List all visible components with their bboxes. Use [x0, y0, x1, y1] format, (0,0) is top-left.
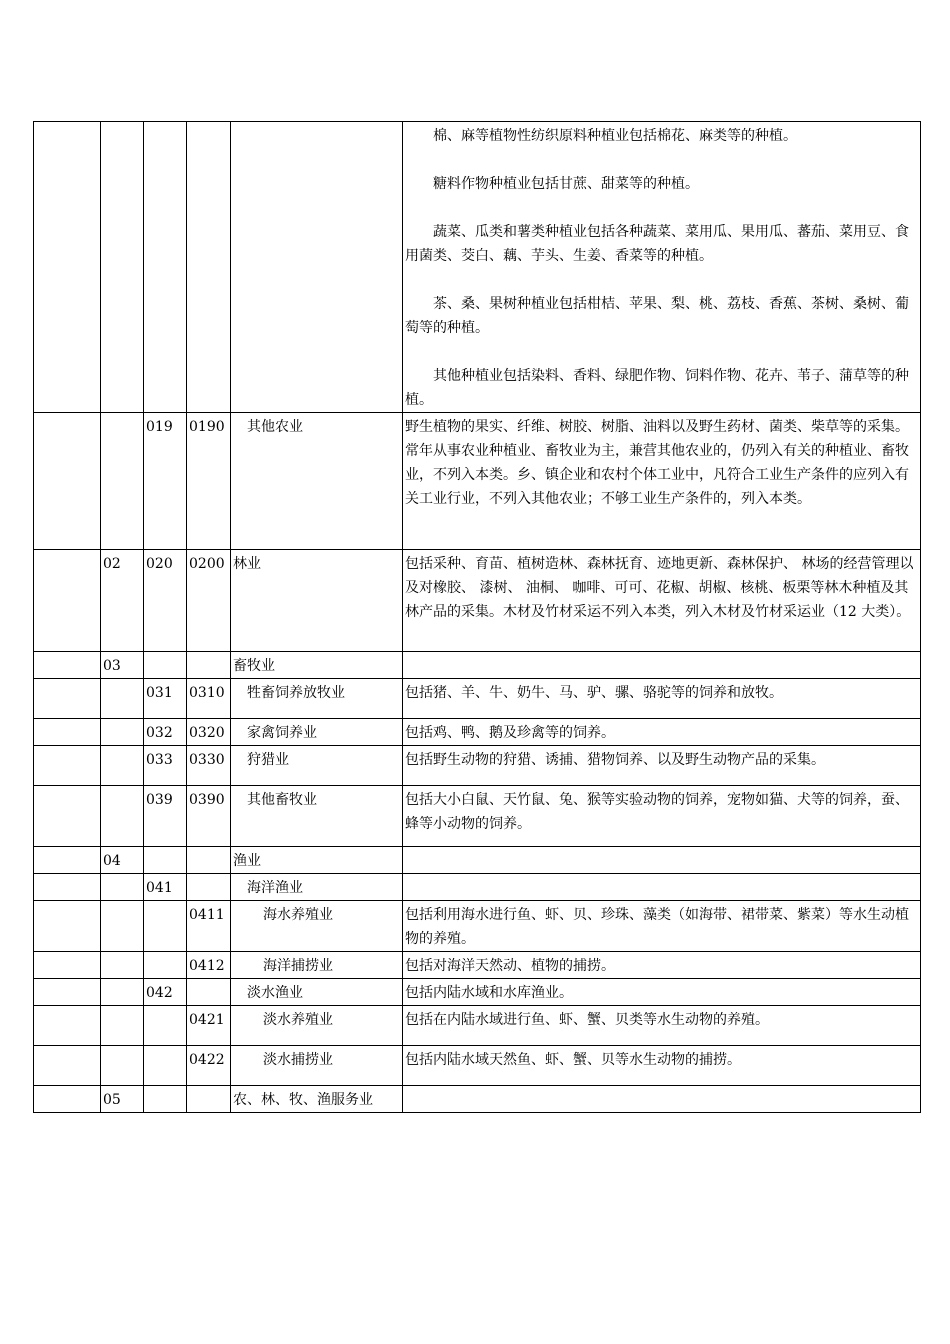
cell-col3: 020: [144, 550, 187, 652]
table-row: [34, 1006, 921, 1046]
cell-col1: [34, 413, 101, 550]
cell-col3: [144, 1046, 187, 1086]
cell-col1: [34, 874, 101, 901]
cell-col1: [34, 746, 101, 786]
cell-name: 海洋渔业: [231, 874, 403, 901]
cell-name: 渔业: [231, 847, 403, 874]
cell-description: 包括鸡、鸭、鹅及珍禽等的饲养。: [403, 719, 921, 746]
table-row: [34, 786, 921, 847]
cell-col1: [34, 1086, 101, 1113]
cell-col2: [101, 901, 144, 952]
cell-col3: [144, 1006, 187, 1046]
cell-col4: [187, 979, 231, 1006]
cell-name: 家禽饲养业: [231, 719, 403, 746]
cell-col4: 0422: [187, 1046, 231, 1086]
cell-col4: 0412: [187, 952, 231, 979]
cell-name: 林业: [231, 550, 403, 652]
cell-col3: 041: [144, 874, 187, 901]
table-row: [34, 122, 921, 413]
cell-description: 包括大小白鼠、天竹鼠、兔、猴等实验动物的饲养，宠物如猫、犬等的饲养，蚕、蜂等小动物的饲养。: [403, 786, 921, 847]
cell-description: [403, 1086, 921, 1113]
cell-col1: [34, 847, 101, 874]
cell-col2: [101, 122, 144, 413]
cell-col3: [144, 652, 187, 679]
table-row: [34, 847, 921, 874]
cell-description: 包括内陆水域天然鱼、虾、蟹、贝等水生动物的捕捞。: [403, 1046, 921, 1086]
cell-name: 淡水渔业: [231, 979, 403, 1006]
cell-description: 包括野生动物的狩猎、诱捕、猎物饲养、以及野生动物产品的采集。: [403, 746, 921, 786]
cell-col2: [101, 719, 144, 746]
cell-col4: 0310: [187, 679, 231, 719]
cell-col2: 02: [101, 550, 144, 652]
industry-classification-table: [33, 121, 921, 1113]
table-row: [34, 719, 921, 746]
table-row: [34, 979, 921, 1006]
cell-description: 包括内陆水域和水库渔业。: [403, 979, 921, 1006]
table-row: [34, 746, 921, 786]
table-row: [34, 1046, 921, 1086]
description-paragraph: 棉、麻等植物性纺织原料种植业包括棉花、麻类等的种植。: [433, 128, 797, 144]
cell-name: 其他畜牧业: [231, 786, 403, 847]
cell-col4: 0190: [187, 413, 231, 550]
cell-col4: [187, 122, 231, 413]
cell-col1: [34, 122, 101, 413]
cell-col4: [187, 847, 231, 874]
cell-col2: [101, 413, 144, 550]
cell-description: [403, 847, 921, 874]
cell-col2: [101, 1046, 144, 1086]
cell-name: 其他农业: [231, 413, 403, 550]
table-row: [34, 550, 921, 652]
cell-col1: [34, 786, 101, 847]
cell-col1: [34, 719, 101, 746]
cell-col2: 05: [101, 1086, 144, 1113]
cell-col2: [101, 1006, 144, 1046]
cell-col2: [101, 952, 144, 979]
cell-description: [403, 874, 921, 901]
cell-col2: [101, 979, 144, 1006]
cell-col1: [34, 1046, 101, 1086]
cell-col2: 03: [101, 652, 144, 679]
cell-col1: [34, 652, 101, 679]
description-paragraph: 糖料作物种植业包括甘蔗、甜菜等的种植。: [433, 176, 699, 192]
table-row: [34, 952, 921, 979]
description-paragraph: 茶、桑、果树种植业包括柑桔、苹果、梨、桃、荔枝、香蕉、茶树、桑树、葡萄等的种植。: [405, 296, 909, 336]
cell-col4: [187, 1086, 231, 1113]
cell-name: 农、林、牧、渔服务业: [231, 1086, 403, 1113]
cell-col4: 0330: [187, 746, 231, 786]
cell-description: 包括对海洋天然动、植物的捕捞。: [403, 952, 921, 979]
cell-col1: [34, 952, 101, 979]
cell-col3: 042: [144, 979, 187, 1006]
cell-name: 海洋捕捞业: [231, 952, 403, 979]
cell-col3: [144, 952, 187, 979]
cell-description: 包括猪、羊、牛、奶牛、马、驴、骡、骆驼等的饲养和放牧。: [403, 679, 921, 719]
cell-col1: [34, 679, 101, 719]
cell-col1: [34, 550, 101, 652]
cell-col3: 039: [144, 786, 187, 847]
cell-description: 包括利用海水进行鱼、虾、贝、珍珠、藻类（如海带、裙带菜、紫菜）等水生动植物的养殖。: [403, 901, 921, 952]
cell-col1: [34, 1006, 101, 1046]
cell-description: 包括采种、育苗、植树造林、森林抚育、迹地更新、森林保护、 林场的经营管理以及对橡胶、 漆树、 油桐、 咖啡、可可、花椒、胡椒、核桃、板栗等林木种植及其林产品的采集。木材及竹材采运不列入本类，列入木材及竹材采运业（12 大类）。: [403, 550, 921, 652]
cell-col1: [34, 979, 101, 1006]
cell-name: 牲畜饲养放牧业: [231, 679, 403, 719]
table-row: [34, 413, 921, 550]
cell-name: 海水养殖业: [231, 901, 403, 952]
cell-name: [231, 122, 403, 413]
description-paragraph: 其他种植业包括染料、香料、绿肥作物、饲料作物、花卉、苇子、蒲草等的种植。: [405, 368, 909, 408]
cell-name: 狩猎业: [231, 746, 403, 786]
cell-name: 淡水养殖业: [231, 1006, 403, 1046]
cell-col3: [144, 122, 187, 413]
cell-description: [403, 122, 921, 413]
table-row: [34, 901, 921, 952]
cell-col3: 031: [144, 679, 187, 719]
cell-col2: [101, 874, 144, 901]
table-row: [34, 679, 921, 719]
cell-col4: 0411: [187, 901, 231, 952]
cell-col3: 033: [144, 746, 187, 786]
cell-description: 包括在内陆水域进行鱼、虾、蟹、贝类等水生动物的养殖。: [403, 1006, 921, 1046]
cell-description: 野生植物的果实、纤维、树胶、树脂、油料以及野生药材、菌类、柴草等的采集。常年从事农业种植业、畜牧业为主，兼营其他农业的，仍列入有关的种植业、畜牧业，不列入本类。乡、镇企业和农村个体工业中，凡符合工业生产条件的应列入有关工业行业，不列入其他农业；不够工业生产条件的，列入本类。: [403, 413, 921, 550]
table-body: [34, 122, 921, 1113]
cell-name: 畜牧业: [231, 652, 403, 679]
cell-col3: [144, 1086, 187, 1113]
cell-col4: 0320: [187, 719, 231, 746]
description-paragraph: 蔬菜、瓜类和薯类种植业包括各种蔬菜、菜用瓜、果用瓜、蕃茄、菜用豆、食用菌类、茭白、藕、芋头、生姜、香菜等的种植。: [405, 224, 909, 264]
cell-col1: [34, 901, 101, 952]
cell-col4: 0390: [187, 786, 231, 847]
cell-col3: 032: [144, 719, 187, 746]
cell-col4: 0421: [187, 1006, 231, 1046]
cell-col2: [101, 679, 144, 719]
table-row: [34, 652, 921, 679]
cell-col4: [187, 652, 231, 679]
cell-description: [403, 652, 921, 679]
cell-col4: 0200: [187, 550, 231, 652]
cell-col3: [144, 901, 187, 952]
cell-col2: [101, 746, 144, 786]
table-row: [34, 1086, 921, 1113]
cell-col2: [101, 786, 144, 847]
cell-col4: [187, 874, 231, 901]
cell-col3: [144, 847, 187, 874]
cell-col2: 04: [101, 847, 144, 874]
table-row: [34, 874, 921, 901]
cell-col3: 019: [144, 413, 187, 550]
cell-name: 淡水捕捞业: [231, 1046, 403, 1086]
